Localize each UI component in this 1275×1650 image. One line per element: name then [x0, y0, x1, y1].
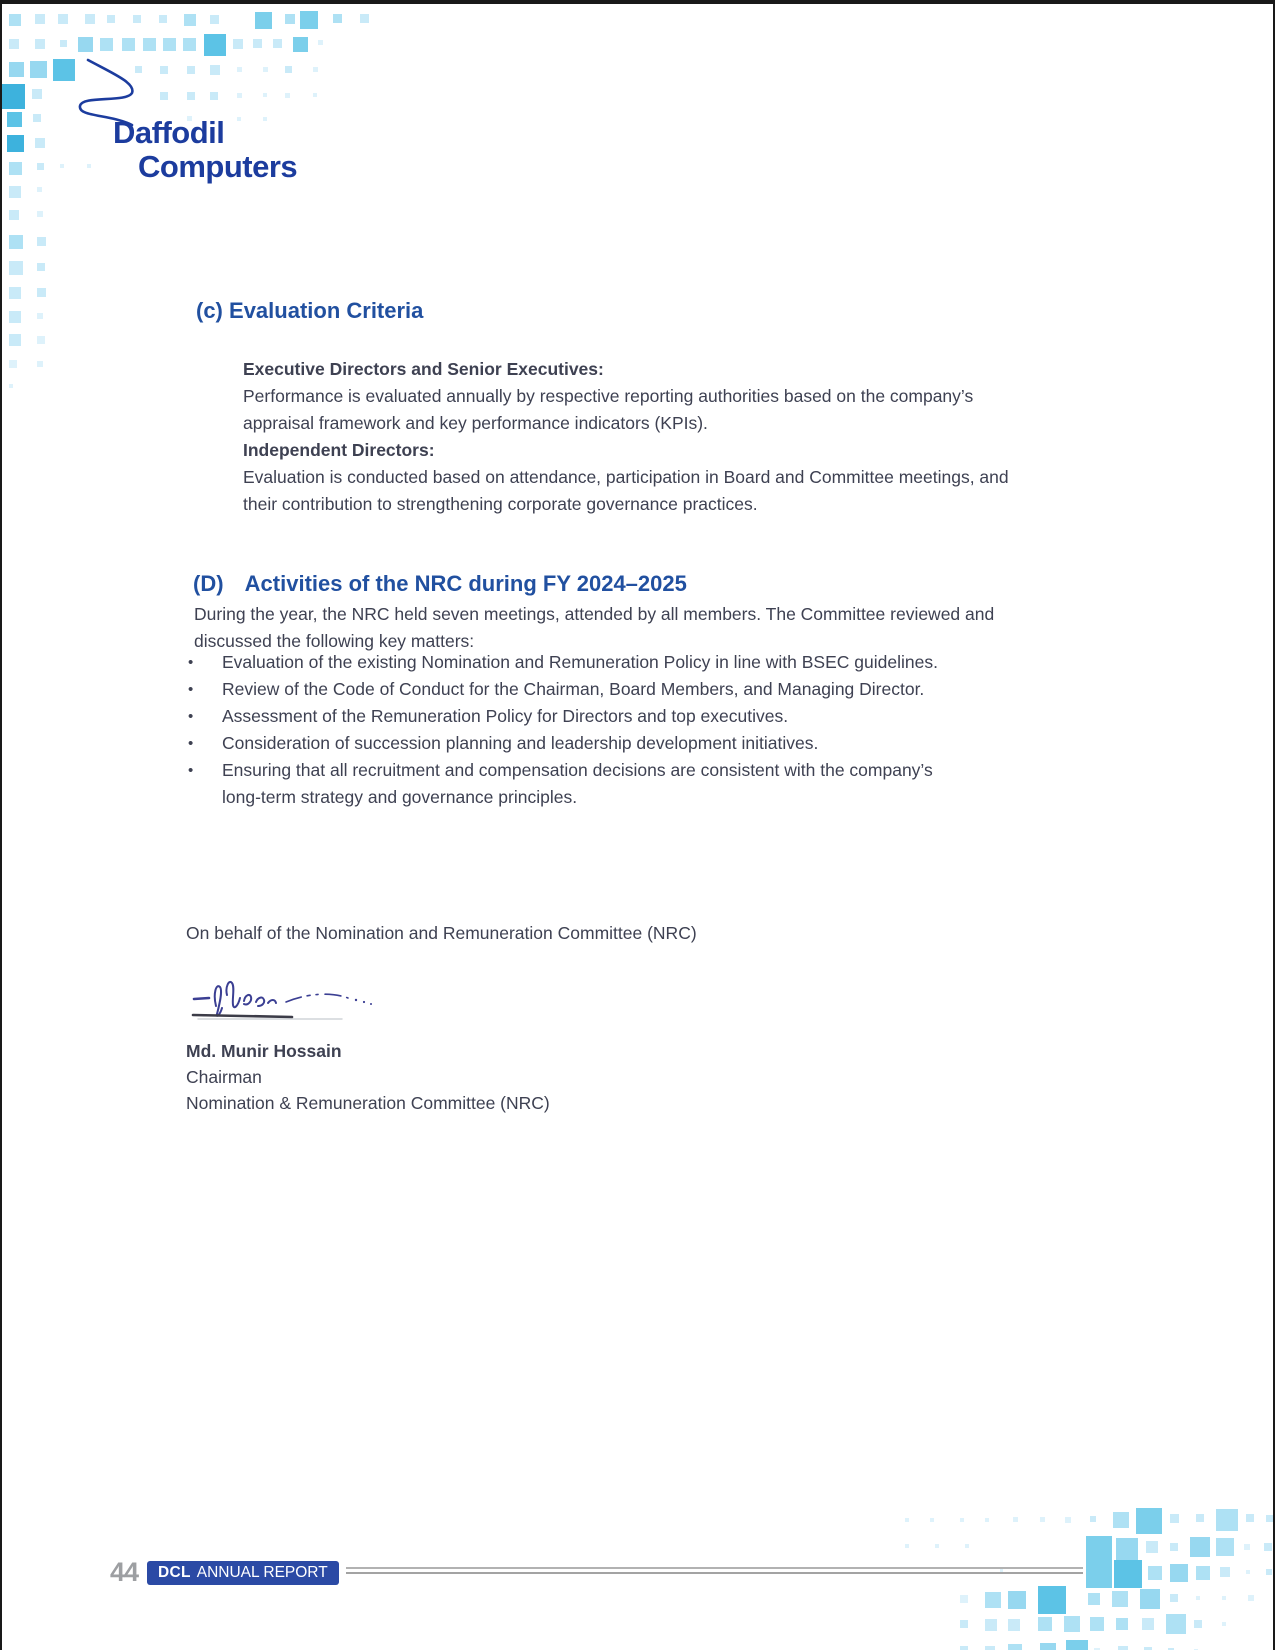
logo-line2: Computers [138, 149, 298, 184]
decorative-square [9, 14, 21, 26]
bullet-text: Review of the Code of Conduct for the Chairman, Board Members, and Managing Director. [222, 679, 925, 699]
section-c-label: (c) [196, 298, 223, 323]
bullet-dot: • [188, 708, 194, 725]
decorative-square [930, 1518, 934, 1522]
decorative-square [1008, 1619, 1020, 1631]
decorative-square [1196, 1566, 1210, 1580]
bullet-item [188, 730, 938, 757]
decorative-square [1113, 1512, 1129, 1528]
decorative-square [1112, 1591, 1128, 1607]
decorative-square [9, 261, 23, 275]
decorative-square [333, 14, 342, 23]
decorative-square [9, 39, 19, 49]
decorative-square [1194, 1620, 1202, 1628]
decorative-square [37, 336, 45, 344]
decorative-square [1166, 1614, 1186, 1634]
decorative-square [253, 39, 262, 48]
decorative-square [985, 1646, 995, 1650]
decorative-square [7, 112, 22, 127]
decorative-square [35, 39, 45, 49]
decorative-square [33, 114, 41, 122]
decorative-square [1264, 1543, 1272, 1551]
independent-directors-line2: their contribution to strengthening corporate governance practices. [243, 494, 758, 514]
section-c-title: Evaluation Criteria [229, 298, 424, 323]
logo-line1: Daffodil [113, 115, 225, 150]
decorative-square [1170, 1594, 1178, 1602]
exec-directors-line1: Performance is evaluated annually by respective reporting authorities based on the company’s [243, 386, 974, 406]
decorative-square [1170, 1564, 1188, 1582]
bullet-text-continuation: long-term strategy and governance principles. [222, 787, 578, 807]
decorative-square [1140, 1589, 1160, 1609]
decorative-square [160, 66, 168, 74]
decorative-square [1040, 1643, 1056, 1650]
decorative-square [1116, 1538, 1138, 1560]
decorative-square [1008, 1591, 1026, 1609]
decorative-square [905, 1518, 909, 1522]
decorative-square [60, 164, 64, 168]
decorative-square [1142, 1618, 1154, 1630]
page-number: 44 [110, 1557, 139, 1587]
decorative-square [184, 14, 196, 26]
badge-dcl: DCL [158, 1564, 191, 1581]
decorative-square [1196, 1596, 1200, 1600]
decorative-square [985, 1619, 997, 1631]
signatory-block [186, 1038, 550, 1116]
decorative-square [35, 138, 45, 148]
decorative-square [318, 40, 323, 45]
decorative-square [1146, 1541, 1158, 1553]
decorative-square [1090, 1617, 1104, 1631]
decorative-square [1013, 1517, 1018, 1522]
decorative-square [935, 1544, 939, 1548]
decorative-square [1248, 1595, 1254, 1601]
decorative-square [237, 93, 242, 98]
decorative-square [313, 93, 317, 97]
decorative-square [159, 15, 167, 23]
decorative-square [965, 1544, 969, 1548]
decorative-square [960, 1595, 968, 1603]
decorative-square [37, 237, 46, 246]
decorative-square [285, 93, 290, 98]
decorative-square [37, 313, 43, 319]
decorative-square [160, 92, 168, 100]
exec-directors-line2: appraisal framework and key performance indicators (KPIs). [243, 413, 708, 433]
decorative-square [0, 84, 25, 109]
decorative-square [960, 1620, 968, 1628]
bullet-item [188, 703, 938, 730]
independent-directors-line1: Evaluation is conducted based on attendance, participation in Board and Committee meetings, and [243, 467, 1009, 487]
decorative-square [37, 163, 44, 170]
bullet-dot: • [188, 735, 194, 752]
chairman-signature [190, 972, 400, 1024]
decorative-square [37, 288, 46, 297]
decorative-square [237, 67, 242, 72]
decorative-square [1066, 1640, 1088, 1650]
decorative-square [9, 162, 22, 175]
decorative-square [960, 1646, 968, 1650]
section-d-title: Activities of the NRC during FY 2024–2025 [244, 571, 687, 596]
decorative-square [9, 186, 21, 198]
decorative-square [263, 93, 267, 97]
decorative-square [9, 334, 21, 346]
decorative-square [1114, 1560, 1142, 1588]
decorative-square [85, 14, 95, 24]
decorative-square [37, 187, 42, 192]
decorative-square [1216, 1509, 1238, 1531]
decorative-square [905, 1544, 909, 1548]
decorative-square [30, 61, 47, 78]
section-d-heading [193, 571, 687, 597]
decorative-square [293, 37, 308, 52]
intro-line1: During the year, the NRC held seven meetings, attended by all members. The Committee reviewed and [194, 604, 995, 624]
decorative-square [37, 361, 43, 367]
decorative-square [263, 67, 268, 72]
decorative-square [1040, 1517, 1045, 1522]
on-behalf-line: On behalf of the Nomination and Remuneration Committee (NRC) [186, 923, 697, 943]
decorative-square [285, 66, 292, 73]
decorative-square [1088, 1593, 1100, 1605]
decorative-square [1216, 1538, 1234, 1556]
decorative-square [285, 14, 295, 24]
exec-directors-heading: Executive Directors and Senior Executives: [243, 359, 604, 379]
decorative-square [1148, 1566, 1162, 1580]
decorative-square [273, 39, 282, 48]
bullet-item [188, 757, 938, 811]
section-d-label: (D) [193, 571, 224, 596]
decorative-square [1196, 1514, 1204, 1522]
bullet-text: Evaluation of the existing Nomination and Remuneration Policy in line with BSEC guidelines. [222, 652, 938, 672]
decorative-square [58, 14, 68, 24]
decorative-square [204, 34, 226, 56]
decorative-square [300, 11, 318, 29]
signatory-name: Md. Munir Hossain [186, 1041, 342, 1061]
decorative-square [1008, 1644, 1022, 1650]
decorative-square [255, 12, 272, 29]
decorative-square [960, 1518, 964, 1522]
decorative-square [107, 15, 115, 23]
bullet-list [188, 649, 938, 811]
page-edge-left [0, 4, 2, 1650]
decorative-square [9, 384, 13, 388]
decorative-square [1170, 1514, 1179, 1523]
decorative-square [163, 38, 176, 51]
decorative-square [1246, 1570, 1250, 1574]
decorative-square [7, 135, 24, 152]
independent-directors-heading: Independent Directors: [243, 440, 435, 460]
decorative-square [313, 67, 318, 72]
decorative-square [9, 210, 19, 220]
decorative-square [1170, 1543, 1178, 1551]
decorative-square [9, 287, 21, 299]
decorative-square [985, 1518, 989, 1522]
decorative-square [1266, 1569, 1272, 1575]
decorative-square [1136, 1508, 1162, 1534]
bullet-text: Assessment of the Remuneration Policy for Directors and top executives. [222, 706, 789, 726]
bullet-item [188, 676, 938, 703]
decorative-square [9, 360, 17, 368]
decorative-square [9, 311, 21, 323]
decorative-square [1038, 1586, 1066, 1614]
decorative-square [210, 15, 219, 24]
annual-report-badge [147, 1561, 339, 1585]
decorative-square [60, 40, 67, 47]
decorative-square [210, 65, 220, 75]
bullet-dot: • [188, 654, 194, 671]
decorative-square [1244, 1544, 1250, 1550]
decorative-square [37, 211, 43, 217]
section-c-body [243, 356, 1009, 518]
bullet-text: Ensuring that all recruitment and compensation decisions are consistent with the company’s [222, 760, 933, 780]
daffodil-computers-logo [113, 116, 297, 184]
signatory-committee: Nomination & Remuneration Committee (NRC) [186, 1093, 550, 1113]
decorative-square [985, 1592, 1001, 1608]
bullet-item [188, 649, 938, 676]
decorative-square [1220, 1567, 1230, 1577]
decorative-square [1116, 1618, 1128, 1630]
intro-line2: discussed the following key matters: [194, 631, 475, 651]
decorative-square [1065, 1517, 1071, 1523]
decorative-square [187, 66, 195, 74]
decorative-square [32, 89, 42, 99]
decorative-square [1222, 1596, 1226, 1600]
decorative-square [133, 15, 141, 23]
decorative-square [87, 164, 91, 168]
decorative-square [1064, 1616, 1080, 1632]
decorative-square [1118, 1646, 1128, 1650]
decorative-square [1086, 1536, 1112, 1562]
decorative-square [1266, 1515, 1273, 1522]
bullet-text: Consideration of succession planning and leadership development initiatives. [222, 733, 819, 753]
decorative-square [210, 92, 218, 100]
bullet-dot: • [188, 681, 194, 698]
decorative-square [1086, 1562, 1112, 1588]
decorative-square [1090, 1516, 1096, 1522]
decorative-square [1190, 1537, 1210, 1557]
badge-annual-report: ANNUAL REPORT [196, 1564, 328, 1581]
decorative-square [37, 263, 45, 271]
decorative-square [187, 92, 195, 100]
decorative-square [35, 14, 45, 24]
decorative-square [9, 62, 24, 77]
footer-divider-line [346, 1567, 1083, 1574]
decorative-square [360, 14, 369, 23]
decorative-square [183, 38, 196, 51]
decorative-square [9, 235, 23, 249]
decorative-square [1246, 1514, 1254, 1522]
decorative-square [1222, 1622, 1226, 1626]
section-c-heading [196, 298, 423, 324]
section-d-intro [194, 601, 994, 655]
decorative-square [233, 39, 243, 49]
signatory-title: Chairman [186, 1067, 262, 1087]
bullet-dot: • [188, 762, 194, 779]
decorative-square [1038, 1617, 1052, 1631]
